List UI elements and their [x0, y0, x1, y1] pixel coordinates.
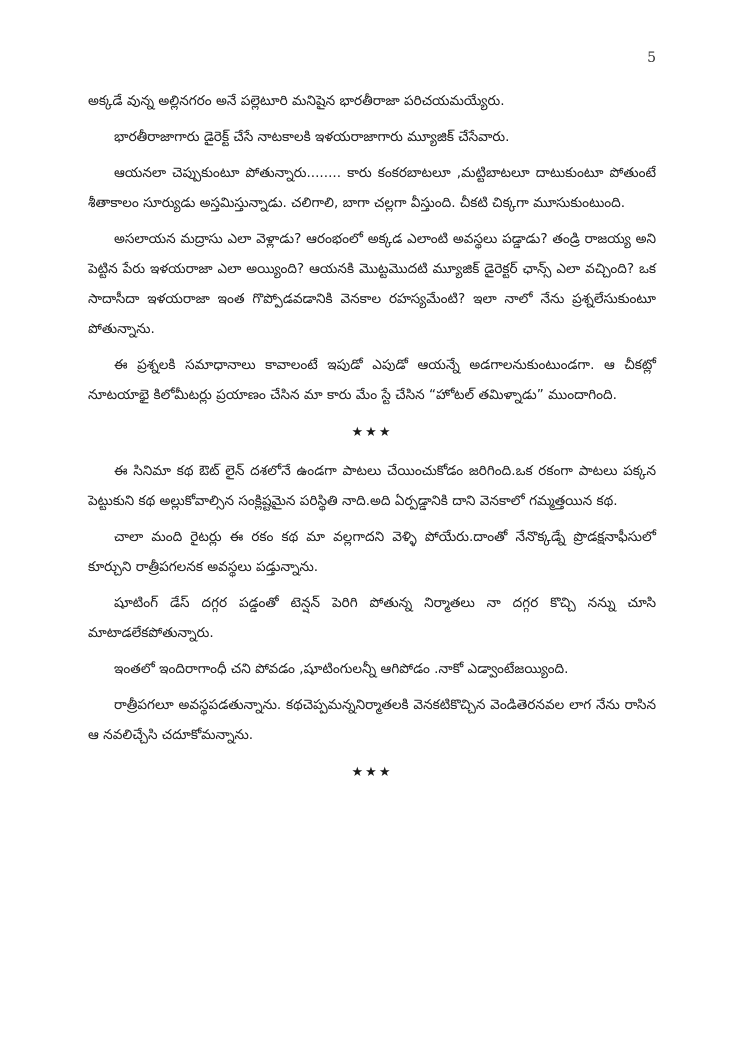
document-body — [88, 86, 656, 796]
paragraph: చాలా మంది రైటర్లు ఈ రకం కథ మా వల్లగాదని వెళ్ళి పోయేరు.దాంతో నేనొక్కడ్నే ప్రొడక్షనాఫీసులో కూర్చుని రాత్రీపగలనక అవస్థలు పడ్తున్నాను. — [88, 529, 656, 575]
paragraph: ఆయనలా చెప్పుకుంటూ పోతున్నారు........ కారు కంకరబాటలూ ,మట్టిబాటలూ దాటుకుంటూ పోతుంటే శీతాకాలం సూర్యుడు అస్తమిస్తున్నాడు. చలిగాలి, బాగా చల్లగా వీస్తుంది. చీకటి చిక్కగా మూసుకుంటుంది. — [88, 165, 656, 211]
paragraph: భారతీరాజాగారు డైరెక్ట్ చేసే నాటకాలకి ఇళయరాజాగారు మ్యూజిక్ చేసేవారు. — [114, 129, 510, 145]
paragraph: అసలాయన మద్రాసు ఎలా వెళ్లాడు? ఆరంభంలో అక్కడ ఎలాంటి అవస్థలు పడ్డాడు? తండ్రి రాజయ్య అని పెట్టిన పేరు ఇళయరాజా ఎలా అయ్యింది? ఆయనకి మొట్టమొదటి మ్యూజిక్ డైరెక్టర్ ఛాన్స్ ఎలా వచ్చింది? ఒక సాదాసీదా ఇళయరాజా ఇంత గొప్పోడవడానికి వెనకాల రహస్యమేంటి? ఇలా నాలో నేను ప్రశ్నలేసుకుంటూ పోతున్నాను. — [88, 231, 656, 337]
page-number: 5 — [647, 50, 656, 66]
paragraph: ఈ ప్రశ్నలకి సమాధానాలు కావాలంటే ఇపుడో ఎపుడో ఆయన్నే అడగాలనుకుంటుండగా. ఆ చీకట్లో నూటయాభై కిలోమీటర్లు ప్రయాణం చేసిన మా కారు మేం స్టే చేసిన “హోటల్ తమిళ్నాడు” ముందాగింది. — [88, 357, 656, 403]
paragraph: ఇంతలో ఇందిరాగాంధీ చని పోవడం ,షూటింగులన్నీ ఆగిపోడం .నాకో ఎడ్వాంటేజయ్యింది. — [114, 661, 569, 677]
paragraph: అక్కడే వున్న అల్లినగరం అనే పల్లెటూరి మనిషైన భారతీరాజా పరిచయమయ్యేరు. — [88, 93, 505, 109]
section-break: ★★★ — [351, 425, 393, 440]
paragraph: ఈ సినిమా కథ ఔట్ లైన్ దశలోనే ఉండగా పాటలు చేయించుకోడం జరిగింది.ఒక రకంగా పాటలు పక్కన పెట్టుకుని కథ అల్లుకోవాల్సిన సంక్లిష్టమైన పరిస్థితి నాది.అది ఏర్పడ్డానికి దాని వెనకాలో గమ్మత్తయిన కథ. — [88, 463, 656, 509]
paragraph: రాత్రీపగలూ అవస్థపడతున్నాను. కథచెప్పమన్ననిర్మాతలకి వెనకటికొచ్చిన వెండితెరనవల లాగ నేను రాసిన ఆ నవలిచ్చేసి చదూకోమన్నాను. — [88, 697, 656, 743]
section-break: ★★★ — [351, 765, 393, 780]
paragraph: షూటింగ్ డేస్ దగ్గర పడ్డంతో టెన్షన్ పెరిగి పోతున్న నిర్మాతలు నా దగ్గర కొచ్చి నన్ను చూసి మాటాడలేకపోతున్నారు. — [88, 595, 656, 641]
